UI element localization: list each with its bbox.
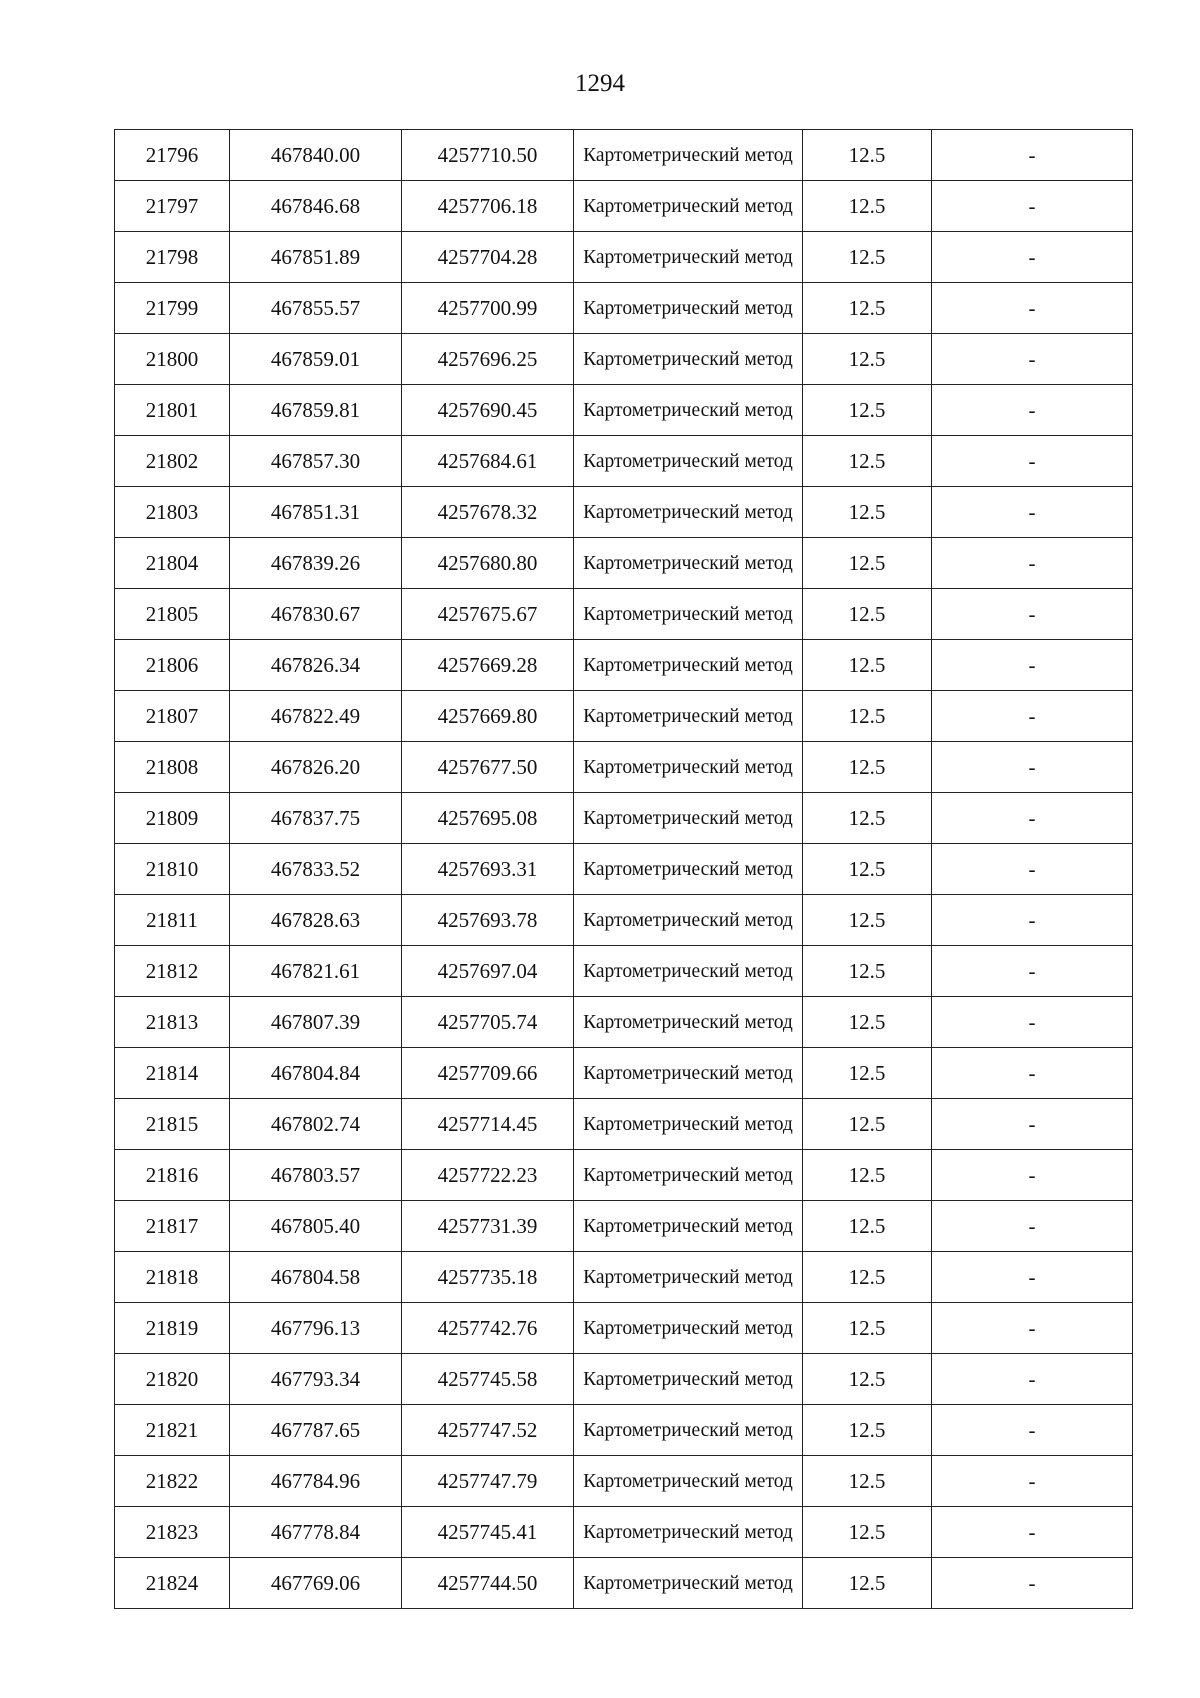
y-coordinate-cell: 4257678.32 [402,487,574,538]
note-cell: - [932,1303,1133,1354]
method-cell: Картометрический метод [574,1405,803,1456]
y-coordinate-cell: 4257704.28 [402,232,574,283]
y-coordinate-cell: 4257700.99 [402,283,574,334]
accuracy-cell: 12.5 [803,1558,932,1609]
method-cell: Картометрический метод [574,181,803,232]
y-coordinate-cell: 4257680.80 [402,538,574,589]
x-coordinate-cell: 467855.57 [230,283,402,334]
note-cell: - [932,1150,1133,1201]
method-cell: Картометрический метод [574,1099,803,1150]
note-cell: - [932,1099,1133,1150]
table-row [115,589,1133,640]
note-cell: - [932,997,1133,1048]
note-cell: - [932,793,1133,844]
point-id-cell: 21820 [115,1354,230,1405]
table-row [115,895,1133,946]
point-id-cell: 21810 [115,844,230,895]
method-cell: Картометрический метод [574,1303,803,1354]
point-id-cell: 21802 [115,436,230,487]
note-cell: - [932,844,1133,895]
note-cell: - [932,1558,1133,1609]
method-cell: Картометрический метод [574,691,803,742]
accuracy-cell: 12.5 [803,487,932,538]
accuracy-cell: 12.5 [803,844,932,895]
y-coordinate-cell: 4257731.39 [402,1201,574,1252]
table-row [115,691,1133,742]
table-row [115,1558,1133,1609]
x-coordinate-cell: 467859.81 [230,385,402,436]
method-cell: Картометрический метод [574,1252,803,1303]
y-coordinate-cell: 4257735.18 [402,1252,574,1303]
y-coordinate-cell: 4257745.58 [402,1354,574,1405]
y-coordinate-cell: 4257709.66 [402,1048,574,1099]
x-coordinate-cell: 467846.68 [230,181,402,232]
accuracy-cell: 12.5 [803,1456,932,1507]
x-coordinate-cell: 467837.75 [230,793,402,844]
coordinates-table-body [115,130,1133,1609]
accuracy-cell: 12.5 [803,946,932,997]
method-cell: Картометрический метод [574,487,803,538]
accuracy-cell: 12.5 [803,232,932,283]
x-coordinate-cell: 467803.57 [230,1150,402,1201]
method-cell: Картометрический метод [574,232,803,283]
method-cell: Картометрический метод [574,334,803,385]
point-id-cell: 21808 [115,742,230,793]
point-id-cell: 21823 [115,1507,230,1558]
accuracy-cell: 12.5 [803,1354,932,1405]
note-cell: - [932,895,1133,946]
point-id-cell: 21798 [115,232,230,283]
table-row [115,1048,1133,1099]
table-row [115,1507,1133,1558]
note-cell: - [932,487,1133,538]
accuracy-cell: 12.5 [803,1099,932,1150]
x-coordinate-cell: 467851.31 [230,487,402,538]
note-cell: - [932,946,1133,997]
accuracy-cell: 12.5 [803,1201,932,1252]
table-row [115,538,1133,589]
y-coordinate-cell: 4257695.08 [402,793,574,844]
y-coordinate-cell: 4257669.80 [402,691,574,742]
x-coordinate-cell: 467857.30 [230,436,402,487]
note-cell: - [932,232,1133,283]
table-row [115,1303,1133,1354]
x-coordinate-cell: 467826.20 [230,742,402,793]
method-cell: Картометрический метод [574,1456,803,1507]
point-id-cell: 21796 [115,130,230,181]
accuracy-cell: 12.5 [803,691,932,742]
point-id-cell: 21821 [115,1405,230,1456]
method-cell: Картометрический метод [574,793,803,844]
point-id-cell: 21816 [115,1150,230,1201]
accuracy-cell: 12.5 [803,1150,932,1201]
x-coordinate-cell: 467826.34 [230,640,402,691]
note-cell: - [932,1252,1133,1303]
accuracy-cell: 12.5 [803,589,932,640]
x-coordinate-cell: 467804.58 [230,1252,402,1303]
table-row [115,793,1133,844]
point-id-cell: 21797 [115,181,230,232]
x-coordinate-cell: 467822.49 [230,691,402,742]
note-cell: - [932,181,1133,232]
method-cell: Картометрический метод [574,997,803,1048]
accuracy-cell: 12.5 [803,895,932,946]
table-row [115,1405,1133,1456]
table-row [115,181,1133,232]
note-cell: - [932,1354,1133,1405]
point-id-cell: 21799 [115,283,230,334]
note-cell: - [932,1507,1133,1558]
y-coordinate-cell: 4257710.50 [402,130,574,181]
point-id-cell: 21809 [115,793,230,844]
note-cell: - [932,130,1133,181]
method-cell: Картометрический метод [574,946,803,997]
point-id-cell: 21815 [115,1099,230,1150]
x-coordinate-cell: 467784.96 [230,1456,402,1507]
point-id-cell: 21807 [115,691,230,742]
accuracy-cell: 12.5 [803,1303,932,1354]
table-row [115,1252,1133,1303]
accuracy-cell: 12.5 [803,130,932,181]
y-coordinate-cell: 4257747.52 [402,1405,574,1456]
note-cell: - [932,1405,1133,1456]
table-row [115,1201,1133,1252]
method-cell: Картометрический метод [574,640,803,691]
note-cell: - [932,640,1133,691]
y-coordinate-cell: 4257677.50 [402,742,574,793]
y-coordinate-cell: 4257706.18 [402,181,574,232]
page-number: 1294 [575,70,625,97]
x-coordinate-cell: 467830.67 [230,589,402,640]
table-row [115,1150,1133,1201]
accuracy-cell: 12.5 [803,334,932,385]
accuracy-cell: 12.5 [803,1048,932,1099]
table-row [115,334,1133,385]
method-cell: Картометрический метод [574,1558,803,1609]
y-coordinate-cell: 4257675.67 [402,589,574,640]
method-cell: Картометрический метод [574,436,803,487]
table-row [115,436,1133,487]
method-cell: Картометрический метод [574,742,803,793]
accuracy-cell: 12.5 [803,385,932,436]
accuracy-cell: 12.5 [803,793,932,844]
accuracy-cell: 12.5 [803,181,932,232]
point-id-cell: 21801 [115,385,230,436]
point-id-cell: 21806 [115,640,230,691]
point-id-cell: 21817 [115,1201,230,1252]
y-coordinate-cell: 4257684.61 [402,436,574,487]
accuracy-cell: 12.5 [803,1507,932,1558]
point-id-cell: 21822 [115,1456,230,1507]
table-row [115,946,1133,997]
note-cell: - [932,436,1133,487]
x-coordinate-cell: 467793.34 [230,1354,402,1405]
method-cell: Картометрический метод [574,1201,803,1252]
point-id-cell: 21812 [115,946,230,997]
note-cell: - [932,1048,1133,1099]
note-cell: - [932,283,1133,334]
x-coordinate-cell: 467805.40 [230,1201,402,1252]
coordinates-table [114,129,1133,1609]
point-id-cell: 21818 [115,1252,230,1303]
method-cell: Картометрический метод [574,589,803,640]
y-coordinate-cell: 4257747.79 [402,1456,574,1507]
method-cell: Картометрический метод [574,1048,803,1099]
table-row [115,487,1133,538]
y-coordinate-cell: 4257693.31 [402,844,574,895]
table-row [115,997,1133,1048]
table-row [115,385,1133,436]
method-cell: Картометрический метод [574,895,803,946]
x-coordinate-cell: 467840.00 [230,130,402,181]
method-cell: Картометрический метод [574,283,803,334]
point-id-cell: 21824 [115,1558,230,1609]
method-cell: Картометрический метод [574,844,803,895]
note-cell: - [932,742,1133,793]
point-id-cell: 21800 [115,334,230,385]
note-cell: - [932,1201,1133,1252]
table-row [115,844,1133,895]
note-cell: - [932,385,1133,436]
point-id-cell: 21819 [115,1303,230,1354]
accuracy-cell: 12.5 [803,283,932,334]
method-cell: Картометрический метод [574,1507,803,1558]
point-id-cell: 21804 [115,538,230,589]
y-coordinate-cell: 4257697.04 [402,946,574,997]
y-coordinate-cell: 4257693.78 [402,895,574,946]
method-cell: Картометрический метод [574,130,803,181]
note-cell: - [932,691,1133,742]
table-row [115,232,1133,283]
x-coordinate-cell: 467804.84 [230,1048,402,1099]
point-id-cell: 21811 [115,895,230,946]
table-row [115,1354,1133,1405]
table-row [115,283,1133,334]
note-cell: - [932,538,1133,589]
y-coordinate-cell: 4257690.45 [402,385,574,436]
table-row [115,1456,1133,1507]
x-coordinate-cell: 467859.01 [230,334,402,385]
table-row [115,130,1133,181]
accuracy-cell: 12.5 [803,538,932,589]
table-row [115,742,1133,793]
x-coordinate-cell: 467787.65 [230,1405,402,1456]
y-coordinate-cell: 4257705.74 [402,997,574,1048]
y-coordinate-cell: 4257714.45 [402,1099,574,1150]
point-id-cell: 21805 [115,589,230,640]
point-id-cell: 21803 [115,487,230,538]
x-coordinate-cell: 467802.74 [230,1099,402,1150]
y-coordinate-cell: 4257722.23 [402,1150,574,1201]
accuracy-cell: 12.5 [803,1405,932,1456]
point-id-cell: 21813 [115,997,230,1048]
note-cell: - [932,334,1133,385]
accuracy-cell: 12.5 [803,640,932,691]
x-coordinate-cell: 467807.39 [230,997,402,1048]
x-coordinate-cell: 467833.52 [230,844,402,895]
y-coordinate-cell: 4257745.41 [402,1507,574,1558]
y-coordinate-cell: 4257669.28 [402,640,574,691]
y-coordinate-cell: 4257744.50 [402,1558,574,1609]
table-row [115,1099,1133,1150]
note-cell: - [932,589,1133,640]
x-coordinate-cell: 467821.61 [230,946,402,997]
x-coordinate-cell: 467796.13 [230,1303,402,1354]
method-cell: Картометрический метод [574,1150,803,1201]
method-cell: Картометрический метод [574,385,803,436]
x-coordinate-cell: 467828.63 [230,895,402,946]
point-id-cell: 21814 [115,1048,230,1099]
x-coordinate-cell: 467851.89 [230,232,402,283]
note-cell: - [932,1456,1133,1507]
accuracy-cell: 12.5 [803,997,932,1048]
method-cell: Картометрический метод [574,1354,803,1405]
table-row [115,640,1133,691]
method-cell: Картометрический метод [574,538,803,589]
accuracy-cell: 12.5 [803,436,932,487]
x-coordinate-cell: 467769.06 [230,1558,402,1609]
x-coordinate-cell: 467839.26 [230,538,402,589]
x-coordinate-cell: 467778.84 [230,1507,402,1558]
accuracy-cell: 12.5 [803,1252,932,1303]
y-coordinate-cell: 4257742.76 [402,1303,574,1354]
accuracy-cell: 12.5 [803,742,932,793]
y-coordinate-cell: 4257696.25 [402,334,574,385]
